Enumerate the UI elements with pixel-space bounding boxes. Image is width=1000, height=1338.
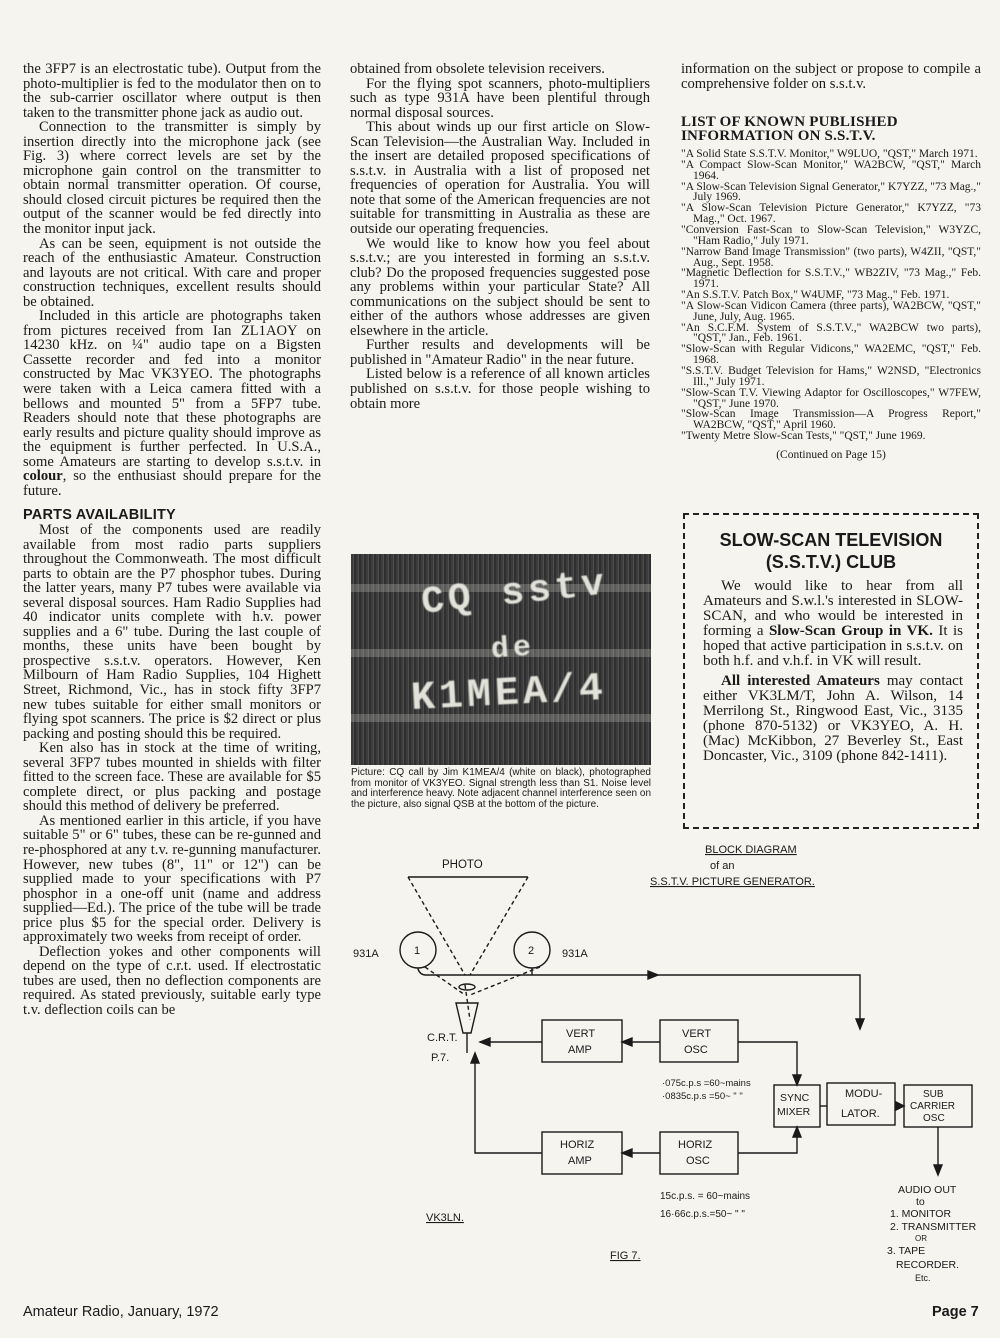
block-label: AMP	[568, 1155, 592, 1167]
paragraph: Deflection yokes and other components will depend on the type of c.r.t. used. If electrostatic tubes are used, then no deflection components are required. As stated previously, suitable early type t.v. deflection coils can be	[23, 943, 321, 1018]
text-run: , so the enthusiast should prepare for the future.	[23, 468, 321, 499]
paragraph: Listed below is a reference of all known articles published on s.s.t.v. for those people wishing to obtain more	[350, 366, 650, 412]
arrow-icon	[896, 1102, 904, 1110]
audio-out-label: to	[916, 1196, 925, 1208]
block-label: CARRIER	[910, 1101, 956, 1112]
paragraph: obtained from obsolete television receivers.	[350, 61, 605, 77]
diagram-title: BLOCK DIAGRAM	[705, 844, 797, 856]
vert-frequency: ·075c.p.s =60~mains	[662, 1078, 751, 1089]
arrow-icon	[856, 1019, 864, 1029]
page-number: Page 7	[932, 1304, 979, 1320]
column-1	[23, 62, 321, 1018]
diagram-title: S.S.T.V. PICTURE GENERATOR.	[650, 876, 815, 888]
audio-out-label: 2. TRANSMITTER	[890, 1221, 977, 1233]
crt-label: C.R.T.	[427, 1032, 458, 1044]
section-heading: PARTS AVAILABILITY	[23, 507, 176, 524]
arrow-icon	[622, 1038, 632, 1046]
pm1-label: 931A	[353, 948, 379, 960]
reference-item: "An S.S.T.V. Patch Box," W4UMF, "73 Mag.," Feb. 1971.	[681, 289, 950, 302]
reference-item: "A Slow-Scan Vidicon Camera (three parts), WA2BCW, "QST," June, July, Aug. 1965.	[681, 299, 981, 323]
block-label: OSC	[923, 1113, 945, 1124]
reference-item: "A Solid State S.S.T.V. Monitor," W9LUO, "QST," March 1971.	[681, 148, 978, 161]
figure-number: FIG 7.	[610, 1250, 641, 1262]
paragraph: As can be seen, equipment is not outside the reach of the enthusiastic Amateur. Construction and layouts are not critical. With care and proper construction techniques, excellent results should be obtained.	[23, 235, 321, 310]
reference-item: "Conversion Fast-Scan to Slow-Scan Television," W3YZC, "Ham Radio," July 1971.	[681, 224, 981, 247]
arrow-icon	[793, 1075, 801, 1085]
horiz-frequency: 15c.p.s. = 60~mains	[660, 1191, 751, 1202]
photo-label: PHOTO	[442, 859, 483, 871]
photo-text: CQ sstv	[419, 562, 611, 625]
reference-list	[681, 149, 981, 442]
sstv-photo	[351, 554, 651, 765]
light-path	[425, 967, 465, 995]
paragraph: Further results and developments will be published in "Amateur Radio" in the near future.	[350, 337, 650, 368]
bold-text: Slow-Scan Group in VK.	[768, 623, 933, 640]
block-label: HORIZ	[678, 1139, 713, 1151]
audio-out-label: OR	[915, 1234, 927, 1243]
section-heading: LIST OF KNOWN PUBLISHED INFORMATION ON S.S.T.V.	[681, 114, 898, 145]
light-path	[408, 877, 465, 975]
crt-icon	[456, 1003, 478, 1033]
arrow-icon	[648, 971, 658, 979]
column-3	[681, 62, 981, 462]
reference-item: "Slow-Scan T.V. Viewing Adaptor for Oscilloscopes," W7FEW, "QST," June 1970.	[681, 386, 981, 410]
reference-item: "Magnetic Deflection for S.S.T.V.," WB2ZIV, "73 Mag.," Feb. 1971.	[681, 267, 981, 291]
block-label: HORIZ	[560, 1139, 595, 1151]
club-body	[703, 579, 963, 670]
paragraph: For the flying spot scanners, photo-multipliers such as type 931A have been plentiful through normal disposal sources.	[350, 75, 650, 121]
audio-out-label: AUDIO OUT	[898, 1184, 957, 1196]
arrow-icon	[480, 1038, 490, 1046]
text-run: Included in this article are photographs taken from pictures received from Ian ZL1AOY on 14230 kHz. on ¼" audio tape on a Bigsten Cassette recorder and fed into a monitor constructed by Mac VK3YEO. The photographs were taken with a Leica camera fitted with a bellows and mounted 5" from a 5FP7 tube. Readers should note that these photographs are early results and picture quality should improve as the equipment is further perfected. In U.S.A., some Amateurs are starting to develop s.s.t.v. in	[23, 308, 321, 470]
reference-item: "Narrow Band Image Transmission" (two parts), W4ZII, "QST," Aug., Sept. 1958.	[681, 245, 981, 269]
continued-note: (Continued on Page 15)	[776, 448, 886, 461]
diagram-title: of an	[710, 860, 735, 872]
reference-item: "A Compact Slow-Scan Monitor," WA2BCW, "QST," March 1964.	[681, 158, 981, 182]
bold-text: colour	[23, 468, 63, 485]
block-label: SUB	[923, 1089, 944, 1100]
diagram-author: VK3LN.	[426, 1212, 464, 1224]
block-label: VERT	[566, 1028, 596, 1040]
reference-item: "S.S.T.V. Budget Television for Hams," W2NSD, "Electronics Ill.," July 1971.	[681, 364, 981, 388]
horiz-frequency: 16·66c.p.s.=50~ " "	[660, 1209, 745, 1220]
club-title-line: (S.S.T.V.) CLUB	[765, 552, 897, 572]
club-title	[685, 529, 977, 573]
arrow-icon	[793, 1127, 801, 1137]
arrow-icon	[471, 1053, 479, 1063]
pm2-label: 931A	[562, 948, 588, 960]
reference-item: "An S.C.F.M. System of S.S.T.V.," WA2BCW two parts), "QST," Jan., Feb. 1961.	[681, 321, 981, 345]
paragraph: As mentioned earlier in this article, if you have suitable 5" or 6" tubes, these can be re-gunned and re-phosphored at any t.v. re-gunning manufacturer. However, new tubes (8", 11" or 12") can be supplied made to your specifications with P7 phosphor in a one-off unit (name and address supplied—Ed.). The price of the tube will be trade price plus $5 for the special order. Delivery is approximately two weeks from receipt of order.	[23, 812, 321, 946]
photo-text: de	[489, 630, 537, 668]
lens-icon	[459, 984, 475, 990]
reference-item: "Slow-Scan with Regular Vidicons," WA2EMC, "QST," Feb. 1968.	[681, 343, 981, 367]
club-notice-box	[683, 513, 979, 829]
signal-line	[475, 1053, 542, 1153]
light-path	[470, 967, 540, 995]
audio-out-label: 3. TAPE	[887, 1245, 926, 1257]
paragraph: We would like to know how you feel about s.s.t.v.; are you interested in forming an s.s.t.v. club? Do the proposed frequencies suggested pose any problems within your particular State? All communications on the subject should be sent to either of the authors whose addresses are given elsewhere in the article.	[350, 235, 650, 339]
paragraph: This about winds up our first article on Slow-Scan Television—the Australian Way. Included in the insert are detailed proposed specifications of s.s.t.v. in Australia with a list of proposed net frequencies of operation for Australia. You will note that some of the American frequencies are not suitable for transmitting in Australia as these are outside our operating frequencies.	[350, 119, 650, 238]
club-contact	[703, 674, 963, 765]
audio-out-label: 1. MONITOR	[890, 1208, 952, 1220]
column-2	[350, 62, 650, 411]
vert-frequency: ·0835c.p.s =50~ " "	[662, 1091, 743, 1102]
block-diagram	[330, 835, 1000, 1305]
reference-item: "Slow-Scan Image Transmission—A Progress Report," WA2BCW, "QST," April 1960.	[681, 408, 981, 432]
block-label: AMP	[568, 1044, 592, 1056]
light-path	[470, 877, 528, 975]
paragraph	[23, 309, 321, 498]
text-run: We would like to hear from all Amateurs and S.w.l.'s interested in SLOW-SCAN, and who would be interested in forming a	[703, 578, 963, 640]
pm2-number: 2	[528, 945, 535, 957]
reference-item: "A Slow-Scan Television Signal Generator," K7YZZ, "73 Mag.," July 1969.	[681, 180, 981, 204]
reference-item: "Twenty Metre Slow-Scan Tests," "QST," June 1969.	[681, 430, 926, 443]
crt-label: P.7.	[431, 1052, 450, 1064]
block-label: MODU-	[845, 1088, 883, 1100]
paragraph: Ken also has in stock at the time of writing, several 3FP7 tubes mounted in shields with filter fitted to the screen face. These are available for $5 complete direct, or plus packing and postage should this method of delivery be preferred.	[23, 740, 321, 815]
text-run: may contact either VK3LM/T, John A. Wilson, 14 Merrilong St., Ringwood East, Vic., 3135 (phone 870-5132) or VK3YEO, A. H. (Mac) McKibbon, 27 Beverley St., East Doncaster, Vic., 3109 (phone 842-1411).	[703, 672, 963, 765]
paragraph: the 3FP7 is an electrostatic tube). Output from the photo-multiplier is fed to the modulator then on to the sub-carrier oscillator where output is then taken to the transmitter phone jack as audio out.	[23, 61, 321, 121]
block-label: OSC	[684, 1044, 708, 1056]
text-run: It is hoped that active participation in s.s.t.v. on both h.f. and v.h.f. in VK will result.	[703, 623, 963, 670]
pm1-number: 1	[414, 945, 421, 957]
signal-line	[418, 968, 860, 1027]
block-label: OSC	[686, 1155, 710, 1167]
footer-publication: Amateur Radio, January, 1972	[23, 1304, 219, 1320]
club-title-line: SLOW-SCAN TELEVISION	[719, 530, 943, 550]
photo-caption: Picture: CQ call by Jim K1MEA/4 (white on black), photographed from monitor of VK3YEO. Signal strength less than S1. Noise level and interference heavy. Note adjacent channel interference seen on the picture, also signal QSB at the bottom of the picture.	[351, 767, 652, 810]
bold-text: All interested Amateurs	[721, 672, 880, 689]
paragraph: information on the subject or propose to compile a comprehensive folder on s.s.t.v.	[681, 61, 981, 92]
arrow-icon	[622, 1149, 632, 1157]
paragraph: Connection to the transmitter is simply by insertion directly into the microphone jack (see Fig. 3) where correct levels are set by the microphone gain control on the transmitter to obtain normal transmitter operation. Of course, should closed circuit pictures be required then the output of the scanner would be fed directly into the monitor input jack.	[23, 119, 321, 238]
audio-out-label: RECORDER.	[896, 1259, 960, 1271]
block-label: SYNC	[780, 1092, 810, 1104]
paragraph: Most of the components used are readily available from most radio parts suppliers throughout the Commonweath. The most difficult parts to obtain are the P7 phosphor tubes. During the latter years, many P7 tubes were available via several disposal sources. Ham Radio Supplies had 40 indicator units complete with h.v. power supplies and a 6" tube. During the last couple of months, these units have been bought by prospective s.s.t.v. operators. However, Ken Milbourn of Ham Radio Supplies, 104 Highett Street, Richmond, Vic., has in stock fifty 3FP7 new tubes suitable for either small monitors or flying spot scanners. The price is $2 direct or plus packing and posting should this be required.	[23, 521, 321, 742]
audio-out-label: Etc.	[915, 1273, 931, 1283]
block-label: LATOR.	[841, 1108, 880, 1120]
photo-text: K1MEA/4	[409, 666, 609, 723]
block-label: MIXER	[777, 1106, 811, 1118]
arrow-icon	[934, 1165, 942, 1175]
reference-item: "A Slow-Scan Television Picture Generator," K7YZZ, "73 Mag.," Oct. 1967.	[681, 202, 981, 226]
block-label: VERT	[682, 1028, 712, 1040]
signal-line	[738, 1127, 797, 1153]
